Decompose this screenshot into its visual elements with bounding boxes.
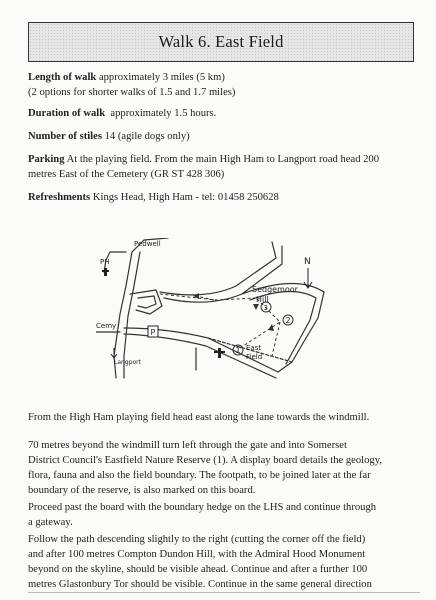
paragraph-4-line-1: Follow the path descending slightly to the right (cutting the corner off the field) [28,534,366,545]
parking-label: Parking [28,154,65,165]
pedwell-label: Pedwell [134,240,161,248]
paragraph-3-line-2: a gateway. [28,517,73,528]
cemy-label: Cemy [96,322,117,330]
windmill-icon [214,348,225,358]
sedgemoor-label: Sedgemoor [252,285,298,294]
page-bottom-edge [28,592,420,593]
waypoint-label-1: 1 [235,346,241,355]
east-label: East [246,344,262,352]
parking-line1: At the playing field. From the main High Ham to Langport road head 200 [66,154,380,165]
refreshments-label: Refreshments [28,192,91,203]
parking-section [28,152,420,182]
church-icon [102,268,109,276]
paragraph-4-line-4: metres Glastonbury Tor should be visible. Continue in the same general direction [28,579,372,590]
paragraph-2-line-2: District Council's Eastfield Nature Reserve (1). A display board details the geology, [28,455,382,466]
paragraph-2-line-1: 70 metres beyond the windmill turn left through the gate and into Somerset [28,440,347,451]
paragraph-1-line: From the High Ham playing field head east along the lane towards the windmill. [28,412,370,423]
ph-label: PH [100,258,110,266]
route-path [272,322,280,356]
length-value: approximately 3 miles (5 km) [98,72,225,83]
length-section [28,70,420,100]
refreshments-value: Kings Head, High Ham - tel: 01458 250628 [92,192,279,203]
hill-label: Hill [256,295,269,304]
duration-label: Duration of walk [28,108,106,119]
stiles-section [28,129,420,144]
route-path [240,298,280,348]
paragraph-2-line-4: boundary of the reserve, is also marked on this board. [28,485,256,496]
paragraph-3-line-1: Proceed past the board with the boundary hedge on the LHS and continue through [28,502,377,513]
road-line [138,296,156,308]
route-arrow-icon [253,304,259,310]
stiles-label: Number of stiles [28,131,102,142]
waypoint-label-3: 3 [263,304,268,312]
length-note: (2 options for shorter walks of 1.5 and 1.7 miles) [28,87,236,98]
road-line [130,290,162,314]
paragraph-4 [28,532,420,592]
paragraph-1 [28,410,420,425]
title-banner [28,22,414,62]
langport-arrow-icon [111,348,117,358]
field-label: Field [246,353,263,361]
parking-map-label: P [150,328,156,337]
parking-line2: metres East of the Cemetery (GR ST 428 306) [28,169,225,180]
paragraph-2-line-3: flora, fauna and also the field boundary. The footpath, to be joined later at the far [28,470,371,481]
page-title: Walk 6. East Field [158,32,284,51]
north-label: N [304,257,311,267]
langport-label: Langport [114,359,141,366]
paragraph-3 [28,500,420,530]
paragraph-4-line-2: and after 100 metres Compton Dundon Hill, with the Admiral Hood Monument [28,549,366,560]
duration-value: approximately 1.5 hours. [110,108,217,119]
stiles-value: 14 (agile dogs only) [104,131,190,142]
duration-section [28,106,420,121]
route-map [96,238,336,398]
paragraph-2 [28,438,420,498]
paragraph-4-line-3: beyond on the skyline, should be visible ahead. Continue and after a further 100 [28,564,368,575]
length-label: Length of walk [28,72,97,83]
refreshments-section [28,190,420,205]
route-arrow-icon [268,324,274,331]
waypoint-label-2: 2 [285,316,291,325]
